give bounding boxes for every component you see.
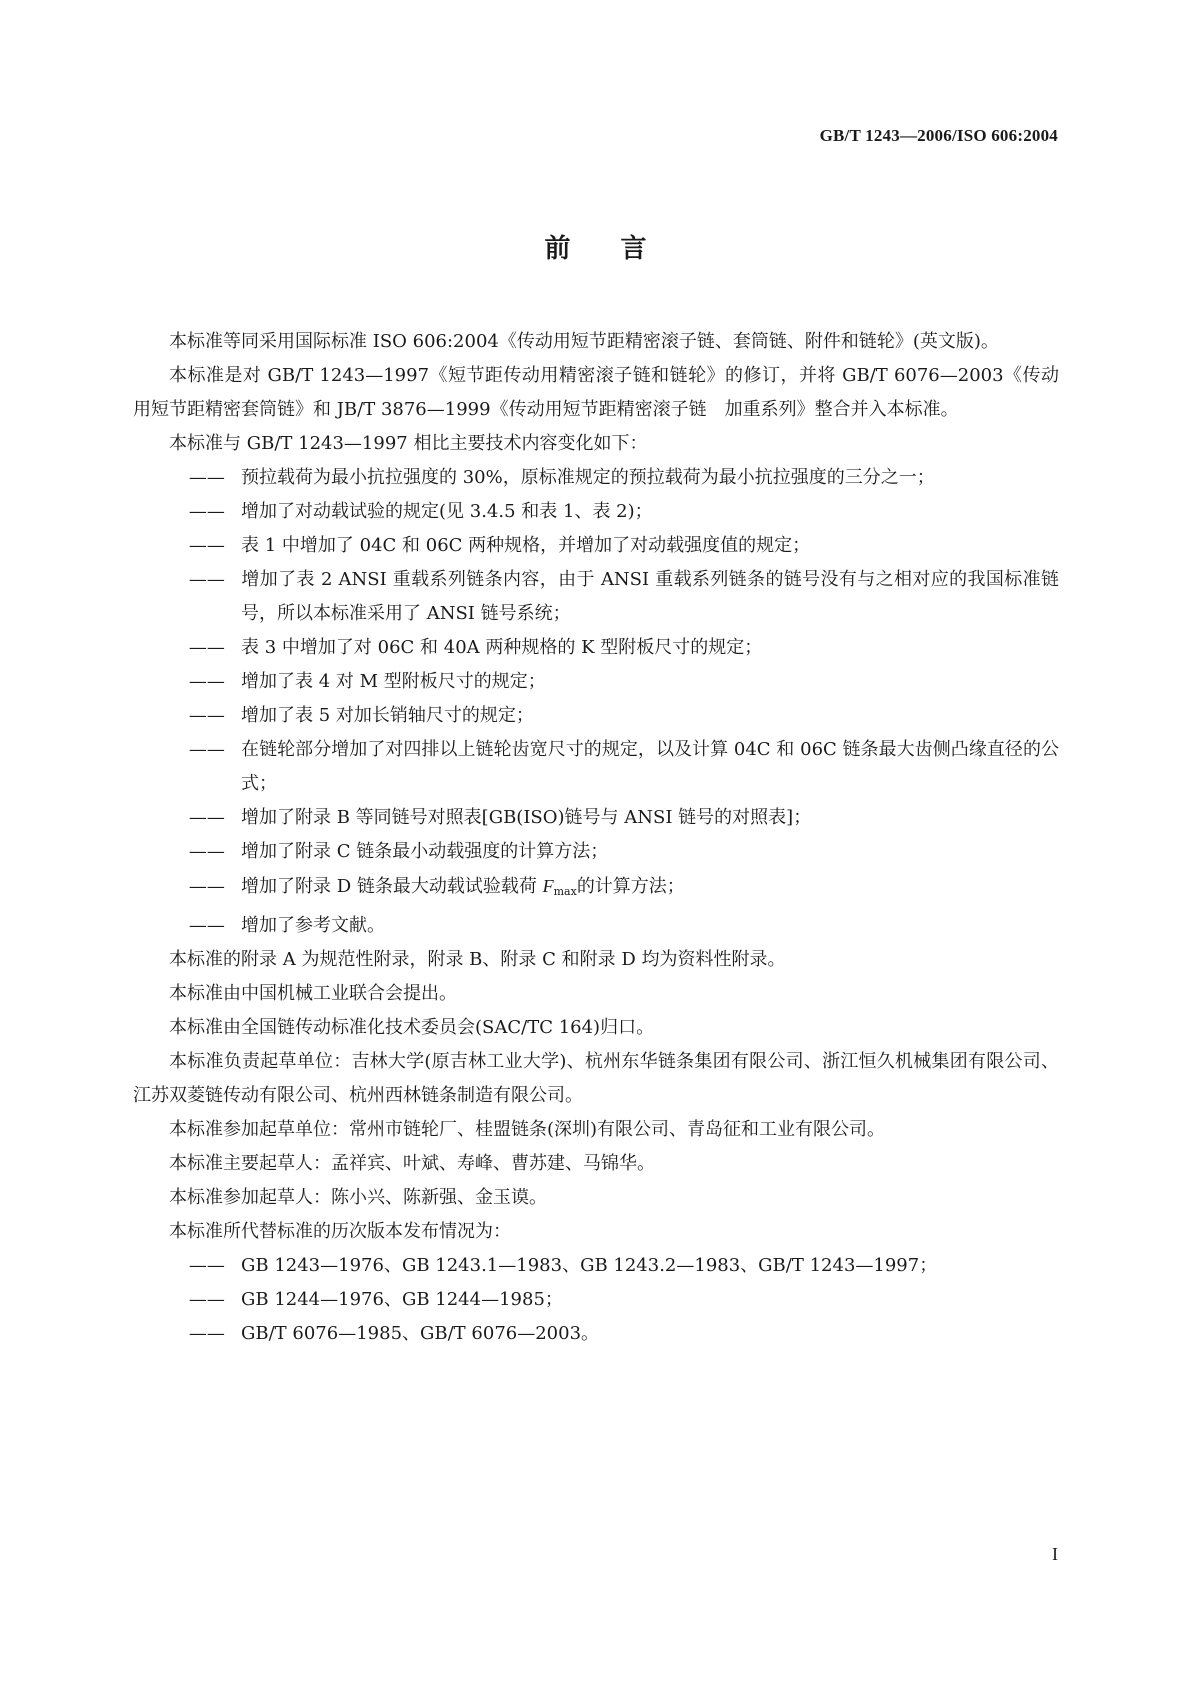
change-item (133, 665, 1059, 699)
change-item (133, 699, 1059, 733)
change-text: 增加了参考文献。 (241, 915, 385, 936)
change-item (133, 835, 1059, 869)
change-item (133, 529, 1059, 563)
paragraph-changes-intro: 本标准与 GB/T 1243—1997 相比主要技术内容变化如下： (169, 433, 648, 454)
change-text: 增加了附录 B 等同链号对照表[GB(ISO)链号与 ANSI 链号的对照表]； (241, 807, 812, 828)
change-text-after: 的计算方法； (576, 876, 685, 897)
dash-mark: —— (188, 876, 225, 897)
dash-mark: —— (188, 1289, 225, 1310)
change-item (133, 461, 1059, 495)
paragraph-proposer: 本标准由中国机械工业联合会提出。 (169, 983, 457, 1004)
paragraph-main-authors: 本标准主要起草人：孟祥宾、叶斌、寿峰、曹苏建、马锦华。 (169, 1153, 655, 1174)
change-item (133, 495, 1059, 529)
paragraph-participating-drafters: 本标准参加起草单位：常州市链轮厂、桂盟链条(深圳)有限公司、青岛征和工业有限公司。 (169, 1119, 886, 1140)
standard-code: GB/T 1243—2006/ISO 606:2004 (819, 126, 1058, 145)
paragraph-annexes: 本标准的附录 A 为规范性附录，附录 B、附录 C 和附录 D 均为资料性附录。 (169, 949, 786, 970)
load-subscript: max (553, 885, 577, 898)
change-item (133, 563, 1059, 631)
change-text: 增加了对动载试验的规定(见 3.4.5 和表 1、表 2)； (241, 501, 653, 522)
dash-mark: —— (188, 915, 225, 936)
dash-mark: —— (188, 807, 225, 828)
change-item (133, 733, 1059, 801)
change-item (133, 801, 1059, 835)
change-text: 预拉载荷为最小抗拉强度的 30%，原标准规定的预拉载荷为最小抗拉强度的三分之一； (241, 467, 935, 488)
paragraph-history-intro: 本标准所代替标准的历次版本发布情况为： (169, 1221, 511, 1242)
history-text: GB 1244—1976、GB 1244—1985； (241, 1289, 563, 1310)
change-item (133, 869, 1059, 909)
dash-mark: —— (188, 841, 225, 862)
dash-mark: —— (188, 1323, 225, 1344)
history-text: GB/T 6076—1985、GB/T 6076—2003。 (241, 1323, 600, 1344)
dash-mark: —— (188, 569, 225, 590)
dash-mark: —— (188, 739, 225, 760)
paragraph-responsible-drafters: 本标准负责起草单位：吉林大学(原吉林工业大学)、杭州东华链条集团有限公司、浙江恒久机械集团有限公司、江苏双菱链传动有限公司、杭州西林链条制造有限公司。 (133, 1051, 1059, 1106)
paragraph-committee: 本标准由全国链传动标准化技术委员会(SAC/TC 164)归口。 (169, 1017, 655, 1038)
paragraph-participating-authors: 本标准参加起草人：陈小兴、陈新强、金玉谟。 (169, 1187, 547, 1208)
dash-mark: —— (188, 501, 225, 522)
change-item (133, 909, 1059, 943)
dash-mark: —— (188, 1255, 225, 1276)
change-text: 在链轮部分增加了对四排以上链轮齿宽尺寸的规定，以及计算 04C 和 06C 链条最大齿侧凸缘直径的公式； (241, 739, 1059, 794)
change-text: 增加了表 5 对加长销轴尺寸的规定； (241, 705, 534, 726)
dash-mark: —— (188, 705, 225, 726)
dash-mark: —— (188, 637, 225, 658)
paragraph-adoption: 本标准等同采用国际标准 ISO 606:2004《传动用短节距精密滚子链、套筒链、附件和链轮》(英文版)。 (169, 331, 999, 352)
paragraph-revision: 本标准是对 GB/T 1243—1997《短节距传动用精密滚子链和链轮》的修订，并将 GB/T 6076—2003《传动用短节距精密套筒链》和 JB/T 3876—1999《传动用短节距精密滚子链 加重系列》整合并入本标准。 (133, 365, 1059, 420)
dash-mark: —— (188, 671, 225, 692)
change-item (133, 631, 1059, 665)
change-text: 增加了附录 C 链条最小动载强度的计算方法； (241, 841, 609, 862)
history-item (133, 1249, 1059, 1283)
change-text: 增加了表 4 对 M 型附板尺寸的规定； (241, 671, 546, 692)
change-text: 表 1 中增加了 04C 和 06C 两种规格，并增加了对动载强度值的规定； (241, 535, 811, 556)
page-title: 前言 (544, 234, 697, 264)
history-item (133, 1283, 1059, 1317)
history-item (133, 1317, 1059, 1351)
load-symbol: F (542, 876, 554, 896)
dash-mark: —— (188, 467, 225, 488)
change-text-before: 增加了附录 D 链条最大动载试验载荷 (241, 876, 543, 897)
change-text: 增加了表 2 ANSI 重载系列链条内容，由于 ANSI 重载系列链条的链号没有与之相对应的我国标准链号，所以本标准采用了 ANSI 链号系统； (241, 569, 1059, 624)
dash-mark: —— (188, 535, 225, 556)
foreword-body (133, 325, 1059, 1351)
change-text: 表 3 中增加了对 06C 和 40A 两种规格的 K 型附板尺寸的规定； (241, 637, 763, 658)
history-text: GB 1243—1976、GB 1243.1—1983、GB 1243.2—1983、GB/T 1243—1997； (241, 1255, 938, 1276)
page-number: I (1052, 1544, 1058, 1564)
